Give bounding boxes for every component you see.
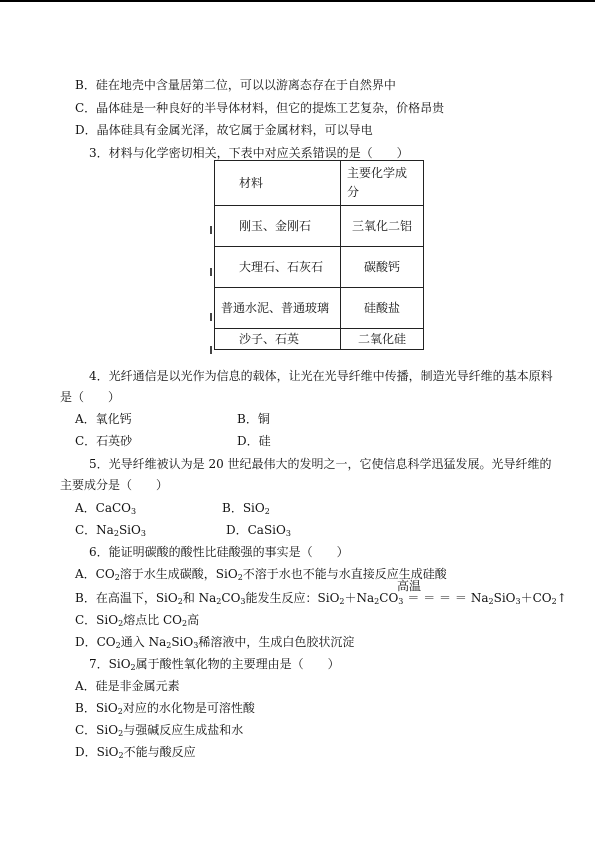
table-cell-material: 大理石、石灰石 <box>215 247 341 288</box>
q5-option-d: D．CaSiO$_3$ <box>226 523 291 538</box>
page-top-border <box>0 0 595 2</box>
q3-stem: 3．材料与化学密切相关，下表中对应关系错误的是（ ） <box>89 146 409 160</box>
table-cell-material: 刚玉、金刚石 <box>215 206 341 247</box>
table-cell-component: 二氧化硅 <box>341 329 424 350</box>
q4-option-a: A．氧化钙 <box>75 412 132 426</box>
q4-option-c: C．石英砂 <box>75 434 133 448</box>
table-margin-mark <box>210 313 212 321</box>
q4-stem-line2: 是（ ） <box>60 390 121 404</box>
q6-option-a: A．$CO_2$溶于水生成碳酸，SiO$_2$不溶于水也不能与水直接反应生成硅酸 <box>75 567 447 582</box>
q5-option-a: A．CaCO$_3$ <box>75 501 137 516</box>
q6-option-b: B．在高温下，SiO$_2$和 $Na_2CO_3$能发生反应：$SiO_2+Na_2CO_3$ ＝ ＝ ＝ ＝ $Na_2SiO_3+CO_2↑$ <box>75 591 567 606</box>
table-row <box>215 329 424 350</box>
table-cell-component: 碳酸钙 <box>341 247 424 288</box>
table-margin-mark <box>210 226 212 234</box>
table-cell-material: 沙子、石英 <box>215 329 341 350</box>
table-header-row <box>215 161 424 206</box>
table-row <box>215 206 424 247</box>
table-cell-material: 普通水泥、普通玻璃 <box>215 288 341 329</box>
q7-option-a: A．硅是非金属元素 <box>75 679 180 693</box>
table-margin-mark <box>210 268 212 276</box>
q6-option-c: C．SiO$_2$熔点比 $CO_2$高 <box>75 613 200 628</box>
q7-option-c: C．SiO$_2$与强碱反应生成盐和水 <box>75 723 244 738</box>
q4-option-b: B．铜 <box>237 412 270 426</box>
table-header-material: 材料 <box>215 161 341 206</box>
table-cell-component: 三氧化二铝 <box>341 206 424 247</box>
q2-option-b: B．硅在地壳中含量居第二位，可以以游离态存在于自然界中 <box>75 78 396 92</box>
table-header-component: 主要化学成分 <box>341 161 424 206</box>
table-row <box>215 247 424 288</box>
q5-option-c: C．$Na_2SiO_3$ <box>75 523 146 538</box>
q2-option-d: D．晶体硅具有金属光泽，故它属于金属材料，可以导电 <box>75 123 373 137</box>
q7-option-b: B．SiO$_2$对应的水化物是可溶性酸 <box>75 701 255 716</box>
materials-table <box>214 160 424 350</box>
q6-stem: 6．能证明碳酸的酸性比硅酸强的事实是（ ） <box>89 545 349 559</box>
q7-stem: 7．SiO$_2$属于酸性氧化物的主要理由是（ ） <box>89 657 340 672</box>
q5-stem-line2: 主要成分是（ ） <box>60 478 169 492</box>
q4-stem-line1: 4．光纤通信是以光作为信息的载体，让光在光导纤维中传播，制造光导纤维的基本原料 <box>89 369 553 383</box>
q2-option-c: C．晶体硅是一种良好的半导体材料，但它的提炼工艺复杂，价格昂贵 <box>75 101 445 115</box>
reaction-condition-high-temp: 高温 <box>397 579 422 593</box>
q4-option-d: D．硅 <box>237 434 271 448</box>
table-margin-mark <box>210 346 212 354</box>
table-cell-component: 硅酸盐 <box>341 288 424 329</box>
q7-option-d: D．SiO$_2$不能与酸反应 <box>75 745 196 760</box>
table-row <box>215 288 424 329</box>
q6-option-d: D．$CO_2$通入 $Na_2SiO_3$稀溶液中，生成白色胶状沉淀 <box>75 635 355 650</box>
q5-stem-line1: 5．光导纤维被认为是 20 世纪最伟大的发明之一，它使信息科学迅猛发展。光导纤维的 <box>89 457 552 471</box>
q5-option-b: B．SiO$_2$ <box>222 501 270 516</box>
